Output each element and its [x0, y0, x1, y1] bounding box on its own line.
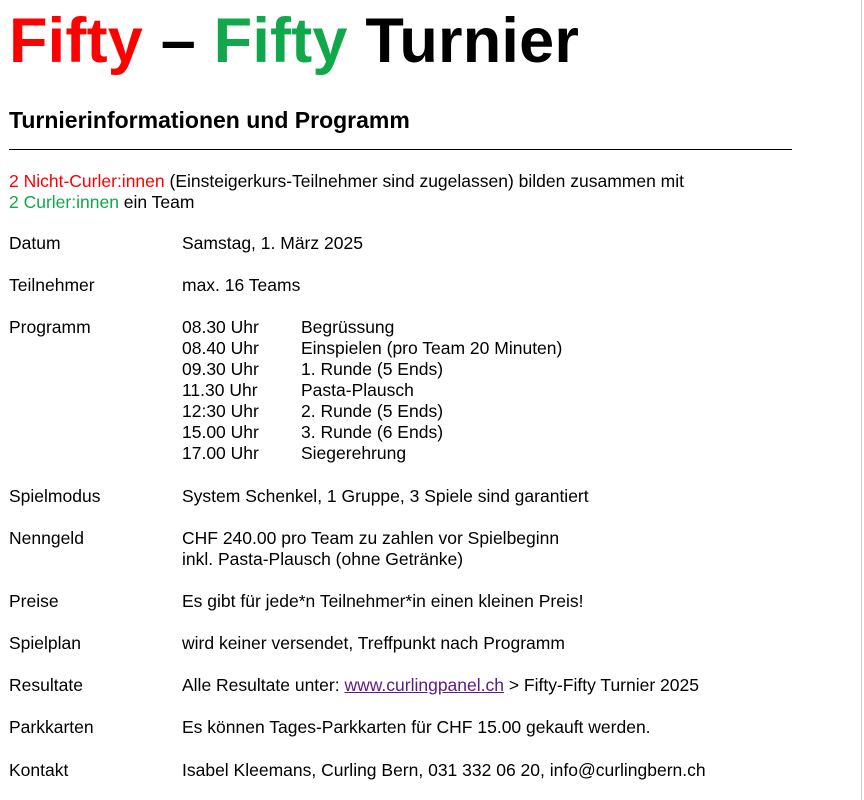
schedule-time: 17.00 Uhr [182, 443, 259, 463]
resultate-value [182, 675, 699, 696]
intro-line-1 [9, 171, 684, 192]
intro-curlers: 2 Curler:innen [9, 192, 119, 212]
page-title [9, 6, 579, 76]
heading-divider [9, 149, 792, 150]
schedule-event: 1. Runde (5 Ends) [301, 359, 444, 379]
title-dash: – [142, 6, 214, 76]
resultate-suffix: > Fifty-Fifty Turnier 2025 [503, 675, 699, 695]
schedule-event: Begrüssung [301, 317, 395, 337]
intro-non-curlers: 2 Nicht-Curler:innen [9, 171, 165, 191]
resultate-prefix: Alle Resultate unter: [182, 675, 345, 695]
page-edge [861, 0, 862, 800]
spielmodus-value: System Schenkel, 1 Gruppe, 3 Spiele sind garantiert [182, 486, 589, 506]
spielplan-label: Spielplan [9, 633, 81, 653]
intro-line2-rest: ein Team [118, 192, 195, 212]
title-part-red: Fifty [9, 6, 143, 76]
schedule-time: 11.30 Uhr [182, 380, 258, 400]
schedule-time: 08.30 Uhr [182, 317, 259, 337]
spielmodus-label: Spielmodus [9, 486, 101, 506]
schedule-event: Einspielen (pro Team 20 Minuten) [301, 338, 563, 358]
schedule-event: 3. Runde (6 Ends) [301, 422, 444, 442]
preise-value: Es gibt für jede*n Teilnehmer*in einen kleinen Preis! [182, 591, 584, 611]
parkkarten-label: Parkkarten [9, 717, 94, 737]
preise-label: Preise [9, 591, 59, 611]
resultate-label: Resultate [9, 675, 83, 695]
schedule-event: Siegerehrung [301, 443, 407, 463]
curlingpanel-link[interactable]: www.curlingpanel.ch [344, 675, 504, 695]
intro-line-2 [9, 192, 684, 213]
nenngeld-line-2: inkl. Pasta-Plausch (ohne Getränke) [182, 549, 464, 569]
nenngeld-line-1: CHF 240.00 pro Team zu zahlen vor Spielbeginn [182, 528, 560, 548]
title-part-black: Turnier [347, 6, 580, 76]
schedule-time: 08.40 Uhr [182, 338, 259, 358]
nenngeld-value [182, 528, 559, 570]
kontakt-value: Isabel Kleemans, Curling Bern, 031 332 06 20, info@curlingbern.ch [182, 760, 706, 780]
schedule-time: 09.30 Uhr [182, 359, 259, 379]
nenngeld-label: Nenngeld [9, 528, 84, 548]
teilnehmer-value: max. 16 Teams [182, 275, 301, 295]
schedule-time: 12:30 Uhr [182, 401, 259, 421]
parkkarten-value: Es können Tages-Parkkarten für CHF 15.00 gekauft werden. [182, 717, 651, 737]
programm-label: Programm [9, 317, 91, 337]
schedule-time: 15.00 Uhr [182, 422, 259, 442]
spielplan-value: wird keiner versendet, Treffpunkt nach Programm [182, 633, 565, 653]
datum-value: Samstag, 1. März 2025 [182, 233, 363, 253]
datum-label: Datum [9, 233, 61, 253]
intro-line1-rest: (Einsteigerkurs-Teilnehmer sind zugelassen) bilden zusammen mit [164, 171, 685, 191]
teilnehmer-label: Teilnehmer [9, 275, 95, 295]
kontakt-label: Kontakt [9, 760, 69, 780]
schedule-event: 2. Runde (5 Ends) [301, 401, 444, 421]
intro-paragraph [9, 171, 684, 213]
title-part-green: Fifty [213, 6, 348, 76]
schedule-event: Pasta-Plausch [301, 380, 414, 400]
section-heading: Turnierinformationen und Programm [9, 107, 410, 133]
